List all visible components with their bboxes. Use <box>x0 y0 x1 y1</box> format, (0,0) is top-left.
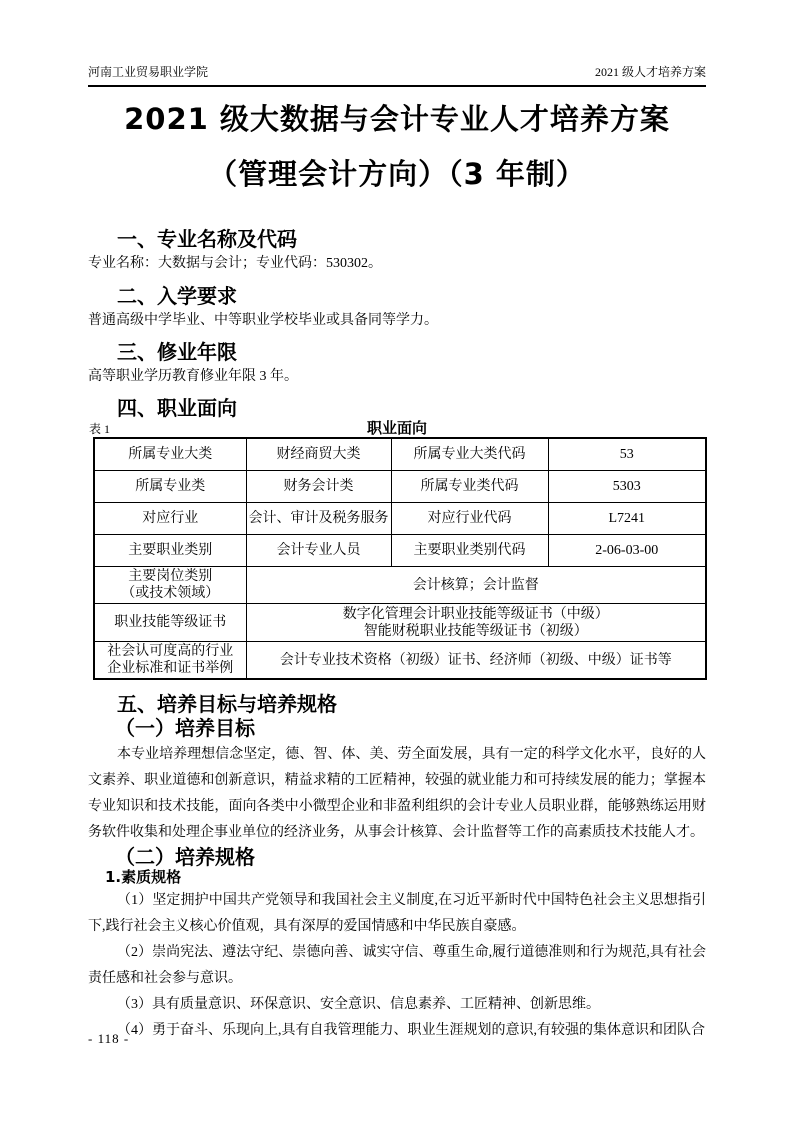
page-footer <box>88 1031 129 1047</box>
quality-spec-item-1: （1）坚定拥护中国共产党领导和我国社会主义制度,在习近平新时代中国特色社会主义思想指引下,践行社会主义核心价值观，具有深厚的爱国情感和中华民族自豪感。 <box>88 893 706 934</box>
section-heading-objectives: 五、培养目标与培养规格 <box>117 692 337 716</box>
section-heading-major-name: 一、专业名称及代码 <box>117 227 297 251</box>
cell-class-value: 财务会计类 <box>246 471 391 503</box>
cell-post-label <box>94 567 246 604</box>
cell-cert-level-value <box>246 604 706 642</box>
cell-class-label: 所属专业类 <box>94 471 246 503</box>
section-heading-occupation: 四、职业面向 <box>117 396 237 420</box>
cell-industry-value: 会计、审计及税务服务 <box>246 503 391 535</box>
table-row <box>94 604 706 642</box>
cell-standard-label <box>94 642 246 680</box>
major-name-text: 专业名称：大数据与会计；专业代码：530302。 <box>88 256 382 271</box>
cell-occupation-label: 主要职业类别 <box>94 535 246 567</box>
subheading-training-spec: （二）培养规格 <box>115 845 255 869</box>
cell-category-code-label: 所属专业大类代码 <box>391 438 548 471</box>
table-title: 职业面向 <box>366 419 427 437</box>
cell-occupation-code-label: 主要职业类别代码 <box>391 535 548 567</box>
doc-title-line2: （管理会计方向）（3 年制） <box>208 157 586 191</box>
cell-category-value: 财经商贸大类 <box>246 438 391 471</box>
table-row <box>94 471 706 503</box>
cell-class-code-label: 所属专业类代码 <box>391 471 548 503</box>
cell-post-label-line2: （或技术领域） <box>121 586 220 601</box>
cell-industry-label: 对应行业 <box>94 503 246 535</box>
cell-cert-level-value-line1: 数字化管理会计职业技能等级证书（中级） <box>342 606 609 622</box>
quality-spec-item-2: （2）崇尚宪法、遵法守纪、崇德向善、诚实守信、尊重生命,履行道德准则和行为规范,具有社会责任感和社会参与意识。 <box>88 945 706 986</box>
table-row <box>94 567 706 604</box>
cell-standard-label-line1: 社会认可度高的行业 <box>107 644 234 659</box>
cell-category-code-value: 53 <box>548 438 706 471</box>
table-row <box>94 642 706 680</box>
cell-category-label: 所属专业大类 <box>94 438 246 471</box>
cell-industry-code-value: L7241 <box>548 503 706 535</box>
table-number-label: 表 1 <box>89 422 111 436</box>
quality-spec-list <box>88 888 706 1044</box>
cell-post-value <box>246 567 706 604</box>
cell-occupation-code-value: 2-06-03-00 <box>548 535 706 567</box>
cell-cert-level-label-line1: 职业技能等级证书 <box>114 615 227 630</box>
occupation-table <box>93 437 707 680</box>
admission-text: 普通高级中学毕业、中等职业学校毕业或具备同等学力。 <box>88 313 438 328</box>
cell-standard-value <box>246 642 706 680</box>
page-header <box>88 64 706 87</box>
cell-post-value-line1: 会计核算；会计监督 <box>412 577 539 593</box>
table-row <box>94 503 706 535</box>
duration-text: 高等职业学历教育修业年限 3 年。 <box>88 369 298 384</box>
cell-industry-code-label: 对应行业代码 <box>391 503 548 535</box>
section-heading-duration: 三、修业年限 <box>117 340 237 364</box>
cell-standard-value-line1: 会计专业技术资格（初级）证书、经济师（初级、中级）证书等 <box>279 652 672 668</box>
quality-spec-item-4: （4）勇于奋斗、乐现向上,具有自我管理能力、职业生涯规划的意识,有较强的集体意识和团队合 <box>117 1023 705 1038</box>
cell-class-code-value: 5303 <box>548 471 706 503</box>
table-row <box>94 535 706 567</box>
subheading-training-objective: （一）培养目标 <box>115 716 255 740</box>
cell-post-label-line1: 主要岗位类别 <box>128 569 213 584</box>
section-heading-admission: 二、入学要求 <box>117 284 237 308</box>
table-row <box>94 438 706 471</box>
header-school-name: 河南工业贸易职业学院 <box>88 65 209 79</box>
cell-cert-level-label <box>94 604 246 642</box>
quality-spec-item-3: （3）具有质量意识、环保意识、安全意识、信息素养、工匠精神、创新思维。 <box>117 997 600 1012</box>
cell-occupation-value: 会计专业人员 <box>246 535 391 567</box>
header-doc-label: 2021 级人才培养方案 <box>594 65 706 79</box>
subheading-quality-spec: 1.素质规格 <box>105 868 182 886</box>
cell-cert-level-value-line2: 智能财税职业技能等级证书（初级） <box>363 623 588 639</box>
doc-title-line1: 2021 级大数据与会计专业人才培养方案 <box>124 102 670 136</box>
training-objective-paragraph: 本专业培养理想信念坚定，德、智、体、美、劳全面发展，具有一定的科学文化水平，良好的人文素养、职业道德和创新意识，精益求精的工匠精神，较强的就业能力和可持续发展的能力；掌握本专业知识和技术技能，面向各类中小微型企业和非盈利组织的会计专业人员职业群，能够熟练运用财务软件收集和处理企事业单位的经济业务，从事会计核算、会计监督等工作的高素质技术技能人才。 <box>88 747 706 840</box>
cell-standard-label-line2: 企业标准和证书举例 <box>107 661 234 676</box>
page-number: - 118 - <box>88 1031 130 1046</box>
table-caption <box>88 420 706 437</box>
